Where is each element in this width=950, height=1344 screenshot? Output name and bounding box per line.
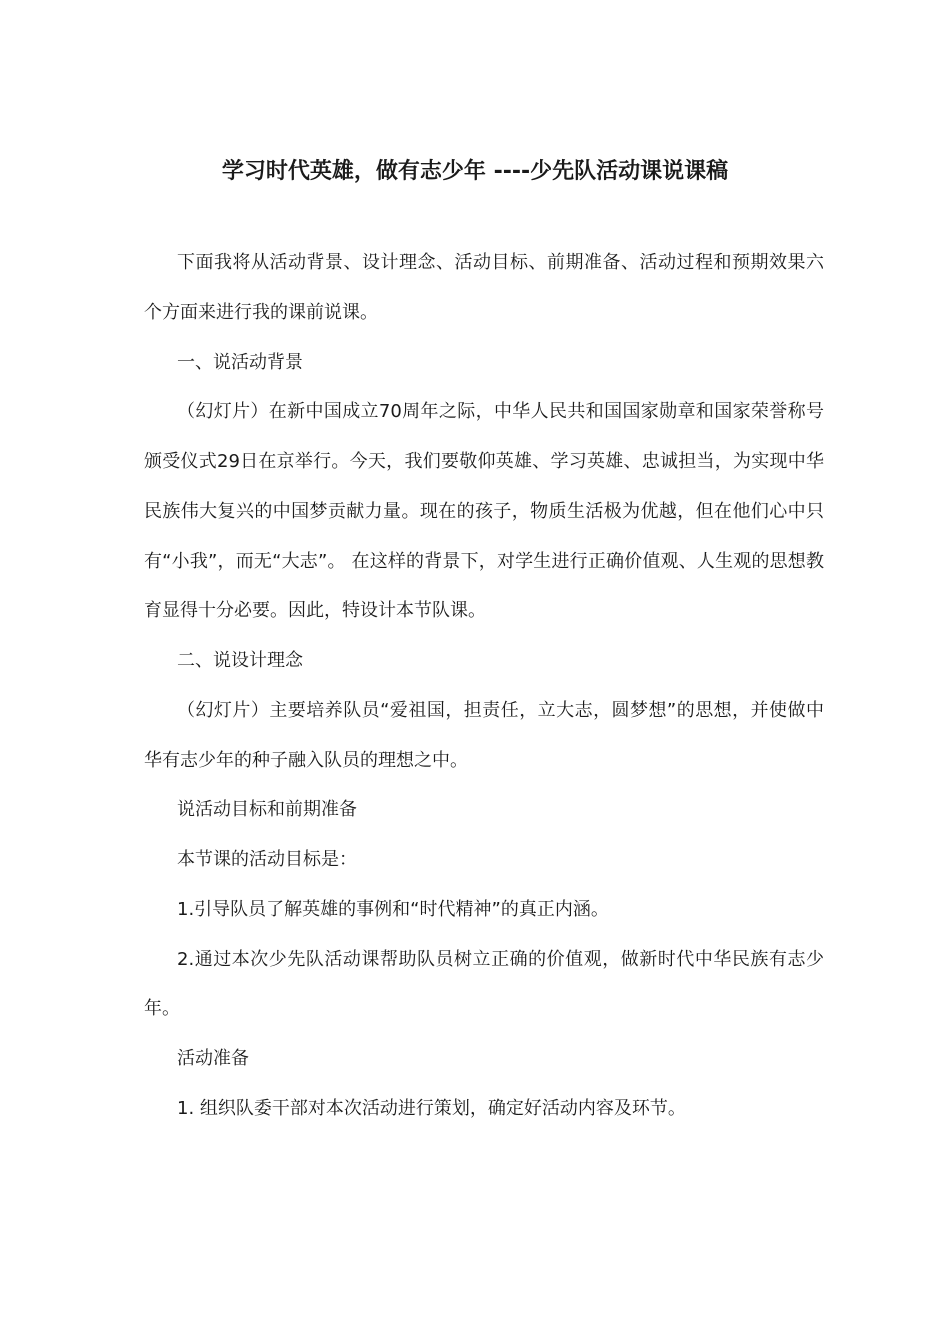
goal-item-1: 1.引导队员了解英雄的事例和“时代精神”的真正内涵。 <box>177 898 609 920</box>
section-heading-design-concept: 二、说设计理念 <box>177 650 303 671</box>
preparation-item-1: 1. 组织队委干部对本次活动进行策划，确定好活动内容及环节。 <box>177 1097 686 1119</box>
document-title: 学习时代英雄，做有志少年 ----少先队活动课说课稿 <box>221 159 729 184</box>
section-heading-background: 一、说活动背景 <box>177 351 303 373</box>
background-paragraph: （幻灯片）在新中国成立70周年之际，中华人民共和国国家勋章和国家荣誉称号颁受仪式29日在京举行。今天，我们要敬仰英雄、学习英雄、忠诚担当，为实现中华民族伟大复兴的中国梦贡献力量。现在的孩子，物质生活极为优越，但在他们心中只有“小我”，而无“大志”。 在这样的背景下，对学生进行正确价值观、人生观的思想教育显得十分必要。因此，特设计本节队课。 <box>144 401 824 622</box>
intro-paragraph: 下面我将从活动背景、设计理念、活动目标、前期准备、活动过程和预期效果六个方面来进行我的课前说课。 <box>144 252 824 323</box>
document-body <box>144 238 824 1134</box>
section-heading-preparation: 活动准备 <box>177 1048 249 1069</box>
goals-intro-paragraph: 本节课的活动目标是： <box>177 849 357 870</box>
design-concept-paragraph: （幻灯片）主要培养队员“爱祖国，担责任，立大志，圆梦想”的思想，并使做中华有志少年的种子融入队员的理想之中。 <box>144 699 824 771</box>
section-heading-goals-preparation: 说活动目标和前期准备 <box>177 799 357 821</box>
goal-item-2: 2.通过本次少先队活动课帮助队员树立正确的价值观，做新时代中华民族有志少年。 <box>144 948 824 1020</box>
